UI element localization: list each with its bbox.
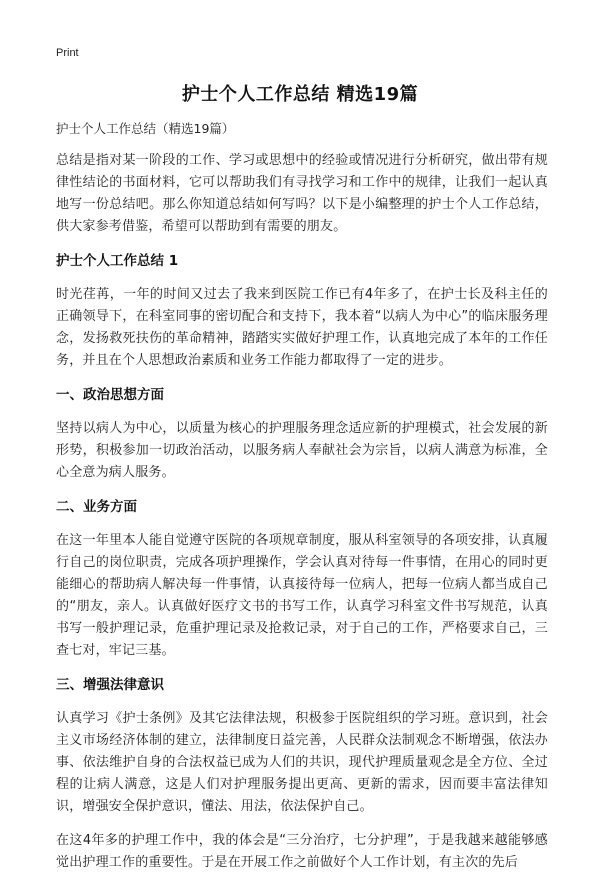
document-subtitle: 护士个人工作总结（精选19篇） — [56, 121, 235, 136]
document-body — [56, 118, 548, 886]
section-1-paragraph: 时光荏苒，一年的时间又过去了我来到医院工作已有4年多了，在护士长及科主任的正确领导下，在科室同事的密切配合和支持下，我本着“以病人为中心”的临床服务理念，发扬救死扶伤的革命精神，踏踏实实做好护理工作，认真地完成了本年的工作任务，并且在个人思想政治素质和业务工作能力都取得了一定的进步。 — [56, 287, 548, 368]
business-heading: 二、业务方面 — [56, 499, 137, 515]
print-label: Print — [56, 47, 79, 59]
page-title: 护士个人工作总结 精选19篇 — [181, 84, 419, 105]
politics-heading: 一、政治思想方面 — [56, 387, 164, 403]
intro-paragraph: 总结是指对某一阶段的工作、学习或思想中的经验或情况进行分析研究，做出带有规律性结论的书面材料，它可以帮助我们有寻找学习和工作中的规律，让我们一起认真地写一份总结吧。那么你知道总结如何写吗？以下是小编整理的护士个人工作总结，供大家参考借鉴，希望可以帮助到有需要的朋友。 — [56, 153, 548, 234]
law-paragraph: 认真学习《护士条例》及其它法律法规，积极参于医院组织的学习班。意识到，社会主义市场经济体制的建立，法律制度日益完善，人民群众法制观念不断增强，依法办事、依法维护自身的合法权益已成为人们的共识，现代护理质量观念是全方位、全过程的让病人满意，这是人们对护理服务提出更高、更新的需求，因而要丰富法律知识，增强安全保护意识，懂法、用法，依法保护自己。 — [56, 711, 548, 814]
law-heading: 三、增强法律意识 — [56, 677, 164, 693]
section-1-heading: 护士个人工作总结 1 — [56, 253, 179, 269]
politics-paragraph: 坚持以病人为中心，以质量为核心的护理服务理念适应新的护理模式，社会发展的新形势，积极参加一切政治活动，以服务病人奉献社会为宗旨，以病人满意为标准，全心全意为病人服务。 — [56, 421, 548, 480]
business-paragraph: 在这一年里本人能自觉遵守医院的各项规章制度，服从科室领导的各项安排，认真履行自己的岗位职责，完成各项护理操作，学会认真对待每一件事情，在用心的同时更能细心的帮助病人解决每一件事情，认真接待每一位病人，把每一位病人都当成自己的“朋友，亲人。认真做好医疗文书的书写工作，认真学习科室文件书写规范，认真书写一般护理记录，危重护理记录及抢救记录，对于自己的工作，严格要求自己，三查七对，牢记三基。 — [56, 533, 548, 658]
closing-paragraph: 在这4年多的护理工作中，我的体会是“三分治疗，七分护理”，于是我越来越能够感觉出护理工作的重要性。于是在开展工作之前做好个人工作计划，有主次的先后 — [56, 833, 548, 870]
